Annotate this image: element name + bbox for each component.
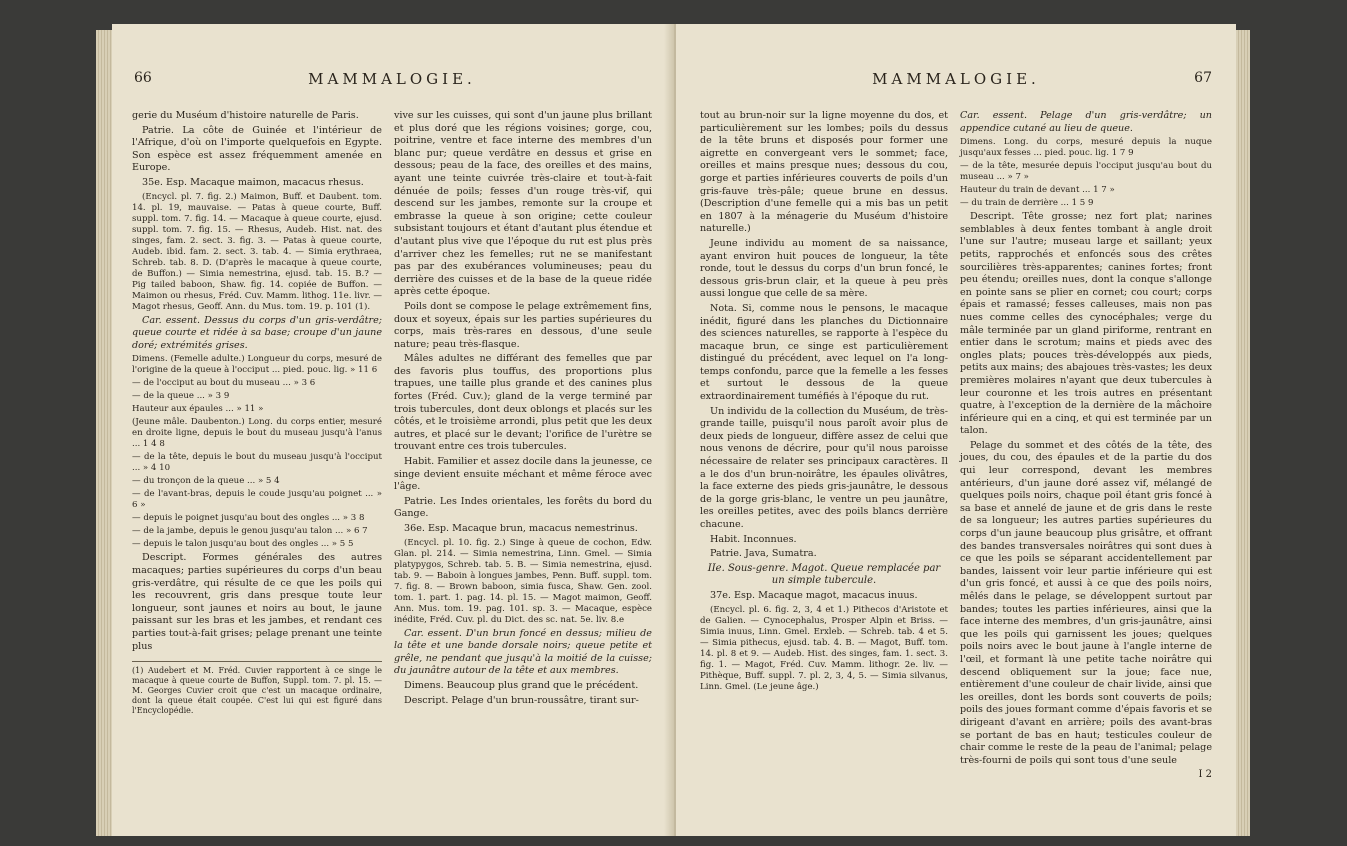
paragraph: Jeune individu au moment de sa naissance, ayant environ huit pouces de longueur, la tête ronde, tout le dessus du corps d'un brun foncé, le dessous gris-brun clair, et la queue à peu près aussi longue que celle de sa mère. — [700, 237, 948, 300]
paragraph: Descript. Formes générales des autres macaques; parties supérieures du corps d'un beau gris-verdâtre, qui résulte de ce que les poils qui les recouvrent, gris dans presque toute leur longueur, sont jaunes et noirs au bout, le jaune paissant sur les bras et les jambes, et rendant ces parties tout-à-fait grises; pelage prenant une teinte plus — [132, 552, 382, 652]
left-page-edge — [96, 30, 112, 836]
paragraph: Un individu de la collection du Muséum, de très-grande taille, puisqu'il nous paroît avoir plus de deux pieds de longueur, diffère assez de celui que nous venons de décrire, pour qu'il nous paroisse nécessaire de relater ses principaux caractères. Il a le dos d'un brun-noirâtre, les épaules olivâtres, la face externe des pieds gris-jaunâtre, le dessous de la gorge gris-blanc, le ventre un peu jaunâtre, les oreilles petites, avec des poils blancs derrière chacune. — [700, 405, 948, 530]
running-head: MAMMALOGIE. — [308, 70, 476, 88]
species-heading: 37e. Esp. Macaque magot, macacus inuus. — [710, 589, 918, 601]
paragraph: Habit. Familier et assez docile dans la jeunesse, ce singe devient ensuite méchant et même féroce avec l'âge. — [394, 456, 652, 493]
paragraph: Patrie. Les Indes orientales, les forêts du bord du Gange. — [394, 495, 652, 520]
left-page — [112, 24, 672, 836]
paragraph: Patrie. La côte de Guinée et l'intérieur de l'Afrique, d'où on l'importe quelquefois en Egypte. Son espèce est assez fréquemment amenée en Europe. — [132, 124, 382, 174]
footnote: (1) Audebert et M. Fréd. Cuvier rapportent à ce singe le macaque à queue courte de Buffon, Suppl. tom. 7. pl. 15. — M. Georges Cuvier croit que c'est un macaque ordinaire, dont la queue était coupée. C'est lui qui est figuré dans l'Encyclopédie. — [132, 661, 382, 716]
dimension-row: (Jeune mâle. Daubenton.) Long. du corps entier, mesuré en droite ligne, depuis le bout du museau jusqu'à l'anus ... 1 4 8 — [132, 417, 382, 450]
paragraph: vive sur les cuisses, qui sont d'un jaune plus brillant et plus doré que les régions voisines; gorge, cou, poitrine, ventre et face interne des membres d'un blanc pur; queue verdâtre en dessus et grise en dessous; peau de la face, des oreilles et des mains, ayant une teinte cuivrée très-claire et tout-à-fait dénuée de poils; fesses d'un rouge très-vif, qui descend sur les jambes, remonte sur la croupe et embrasse la queue à son origine; cette couleur subsistant toujours et étant d'autant plus étendue et d'autant plus vive que l'époque du rut est plus près d'arriver chez les femelles; rut ne se manifestant pas par des exubérances volumineuses; peau du derrière des cuisses et de la base de la queue ridée après cette époque. — [394, 110, 652, 298]
running-head: MAMMALOGIE. — [872, 70, 1040, 88]
dimension-row: — du train de derrière ... 1 5 9 — [960, 198, 1094, 209]
paragraph: Descript. Tête grosse; nez fort plat; narines semblables à deux fentes tombant à angle droit l'une sur l'autre; museau large et saillant; yeux petits, rapprochés et enfoncés sous des crêtes sourcilières très-apparentes; canines fortes; front peu étendu; oreilles nues, dont la conque s'allonge en pointe sans se plier en cornet; cou court; corps épais et ramassé; fesses calleuses, mais non pas nues comme celles des cynocéphales; verge du mâle terminée par un gland piriforme, rentrant en entier dans le scrotum; mains et pieds avec des ongles plats; pouces très-développés aux pieds, petits aux mains; des abajoues très-vastes; les deux premières molaires n'ayant que deux tubercules à leur couronne et les trois autres en présentant quatre, à l'exception de la dernière de la mâchoire inférieure qui en a cinq, et qui est terminée par un talon. — [960, 211, 1212, 437]
dimension-row: — de la tête, depuis le bout du museau jusqu'à l'occiput ... » 4 10 — [132, 452, 382, 474]
paragraph: Patrie. Java, Sumatra. — [710, 548, 817, 560]
dimension-row: Hauteur du train de devant ... 1 7 » — [960, 185, 1115, 196]
synonymy: (Encycl. pl. 10. fig. 2.) Singe à queue de cochon, Edw. Glan. pl. 214. — Simia nemestrina, Linn. Gmel. — Simia platypygos, Schreb. tab. 5. B. — Simia nemestrina, ejusd. tab. 9. — Baboin à longues jambes, Penn. Buff. suppl. tom. 7. fig. 8. — Brown baboon, simia fusca, Shaw. Gen. zool. tom. 1. part. 1. pag. 14. pl. 15. — Magot maimon, Geoff. Ann. Mus. tom. 19. pag. 101. sp. 3. — Macaque, espèce inédite, Fréd. Cuv. pl. du Dict. des sc. nat. 5e. liv. 8.e — [394, 537, 652, 625]
page-number: 66 — [134, 70, 152, 86]
dimension-row: — de la tête, mesurée depuis l'occiput jusqu'au bout du museau ... » 7 » — [960, 161, 1212, 183]
right-page-edge — [1236, 30, 1250, 836]
right-column-1 — [700, 110, 948, 695]
paragraph: Dimens. Beaucoup plus grand que le précédent. — [404, 679, 639, 691]
dimension-row: — de la queue ... » 3 9 — [132, 391, 230, 402]
paragraph: Pelage du sommet et des côtés de la tête, des joues, du cou, des épaules et de la partie du dos qui leur correspond, devant les membres antérieurs, d'un jaune doré assez vif, mélangé de quelques poils noirs, chaque poil étant gris foncé à sa base et annelé de jaune et de gris dans le reste de sa longueur; les autres parties supérieures du corps d'un jaune beaucoup plus grisâtre, et offrant des bandes transversales noirâtres qui sont dues à ce que les poils se séparant accidentellement par bandes, laissent voir leur partie inférieure qui est d'un gris foncé, et aussi à ce que des poils noirs, mêlés dans le pelage, se développent surtout par bandes; toutes les parties inférieures, ainsi que la face interne des membres, d'un gris-jaunâtre, ainsi que les poils qui garnissent les joues; quelques poils noirs avec le bout jaune à l'angle interne de l'œil, et formant là une petite tache noirâtre qui descend obliquement sur la joue; face nue, entièrement d'une couleur de chair livide, ainsi que les oreilles, dont les bords sont couverts de poils; poils des joues formant comme d'épais favoris et se dirigeant d'avant en arrière; poils des avant-bras se portant de bas en haut; testicules couleur de chair comme le reste de la peau de l'animal; pelage très-fourni de poils qui sont tous d'une seule — [960, 439, 1212, 766]
dimension-row: Dimens. (Femelle adulte.) Longueur du corps, mesuré de l'origine de la queue à l'occiput ... pied. pouc. lig. » 11 6 — [132, 354, 382, 376]
paragraph: Mâles adultes ne différant des femelles que par des favoris plus touffus, des proportions plus trapues, une taille plus grande et des canines plus fortes (Fréd. Cuv.); gland de la verge terminé par trois tubercules, dont deux oblongs et placés sur les côtés, et le troisième arrondi, plus petit que les deux autres, et placé sur le devant; l'orifice de l'urètre se trouvant entre ces trois tubercules. — [394, 353, 652, 453]
species-heading: 36e. Esp. Macaque brun, macacus nemestrinus. — [404, 523, 638, 534]
page-number: 67 — [1194, 70, 1212, 86]
paragraph: Car. essent. Pelage d'un gris-verdâtre; un appendice cutané au lieu de queue. — [960, 110, 1212, 134]
dimension-row: Hauteur aux épaules ... » 11 » — [132, 404, 264, 415]
paragraph: tout au brun-noir sur la ligne moyenne du dos, et particulièrement sur les lombes; poils du dessus de la tête bruns et disposés pour former une aigrette en convergeant vers le sommet; face, oreilles et mains presque nues; dessous du cou, gorge et parties inférieures couverts de poils d'un gris-fauve très-pâle; queue brune en dessus. (Description d'une femelle qui a mis bas un petit en 1807 à la ménagerie du Muséum d'histoire naturelle.) — [700, 110, 948, 235]
dimension-row: — du tronçon de la queue ... » 5 4 — [132, 476, 280, 487]
paragraph: Car. essent. Dessus du corps d'un gris-verdâtre; queue courte et ridée à sa base; croupe d'un jaune doré; extrémités grises. — [132, 314, 382, 351]
dimension-row: — de la jambe, depuis le genou jusqu'au talon ... » 6 7 — [132, 526, 368, 537]
paragraph: Descript. Pelage d'un brun-roussâtre, tirant sur- — [404, 694, 639, 706]
left-column-1 — [132, 110, 382, 716]
paragraph: Nota. Si, comme nous le pensons, le macaque inédit, figuré dans les planches du Dictionnaire des sciences naturelles, se rapporte à l'espèce du macaque brun, ce singe est particulièrement distingué du précédent, avec lequel on l'a long-temps confondu, parce que la femelle a les fesses et surtout le dessous de la queue extraordinairement tuméfiés à l'époque du rut. — [700, 302, 948, 403]
dimension-row: — depuis le poignet jusqu'au bout des ongles ... » 3 8 — [132, 513, 365, 524]
paragraph: gerie du Muséum d'histoire naturelle de Paris. — [132, 110, 359, 121]
right-column-2 — [960, 110, 1212, 782]
signature-mark: I 2 — [1198, 769, 1212, 781]
paragraph: Poils dont se compose le pelage extrêmement fins, doux et soyeux, épais sur les parties supérieures du corps, mais très-rares en dessous, d'une seule nature; peau très-flasque. — [394, 300, 652, 350]
right-page — [676, 24, 1236, 836]
paragraph: Car. essent. D'un brun foncé en dessus; milieu de la tête et une bande dorsale noirs; queue petite et grêle, ne pendant que jusqu'à la moitié de la cuisse; du jaunâtre autour de la tête et aux membres. — [394, 627, 652, 677]
dimension-row: Dimens. Long. du corps, mesuré depuis la nuque jusqu'aux fesses ... pied. pouc. lig. 1 7 9 — [960, 137, 1212, 159]
paragraph: Habit. Inconnues. — [710, 533, 797, 545]
dimension-row: — de l'avant-bras, depuis le coude jusqu'au poignet ... » 6 » — [132, 489, 382, 511]
subgenus-heading: IIe. Sous-genre. Magot. Queue remplacée par un simple tubercule. — [707, 562, 941, 587]
synonymy: (Encycl. pl. 7. fig. 2.) Maimon, Buff. et Daubent. tom. 14. pl. 19, mauvaise. — Patas à queue courte, Buff. suppl. tom. 7. fig. 14. — Macaque à queue courte, ejusd. suppl. tom. 7. fig. 15. — Rhesus, Audeb. Hist. nat. des singes, fam. 2. sect. 3. fig. 3. — Patas à queue courte, Audeb. ibid. fam. 2. sect. 3. tab. 4. — Simia erythraea, Schreb. tab. 8. D. (D'après le macaque à queue courte, de Buffon.) — Simia nemestrina, ejusd. tab. 15. B.? — Pig tailed baboon, Shaw. fig. 14. copiée de Buffon. — Maimon ou rhesus, Fréd. Cuv. Mamm. lithog. 11e. livr. — Magot rhesus, Geoff. Ann. du Mus. tom. 19. p. 101 (1). — [132, 191, 382, 312]
dimension-row: — depuis le talon jusqu'au bout des ongles ... » 5 5 — [132, 539, 354, 550]
species-heading: 35e. Esp. Macaque maimon, macacus rhesus. — [142, 176, 364, 188]
dimension-row: — de l'occiput au bout du museau ... » 3 6 — [132, 378, 316, 389]
left-column-2 — [394, 110, 652, 709]
synonymy: (Encycl. pl. 6. fig. 2, 3, 4 et 1.) Pithecos d'Aristote et de Galien. — Cynocephalus, Prosper Alpin et Briss. — Simia inuus, Linn. Gmel. Erxleb. — Schreb. tab. 4 et 5. — Simia pithecus, ejusd. tab. 4. B. — Magot, Buff. tom. 14. pl. 8 et 9. — Audeb. Hist. des singes, fam. 1. sect. 3. fig. 1. — Magot, Fréd. Cuv. Mamm. lithogr. 2e. liv. — Pithèque, Buff. suppl. 7. pl. 2, 3, 4, 5. — Simia silvanus, Linn. Gmel. (Le jeune âge.) — [700, 604, 948, 692]
